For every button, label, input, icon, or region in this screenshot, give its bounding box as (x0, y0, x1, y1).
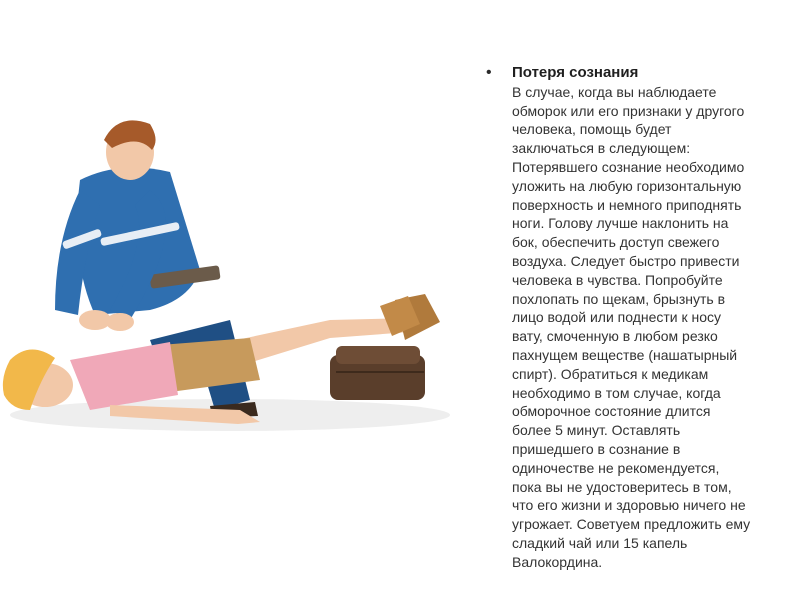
bullet-point: • (486, 64, 492, 81)
text-block (486, 64, 780, 572)
section-body: В случае, когда вы наблюдаете обморок или его признаки у другого человека, помощь будет заключаться в следующем: Потерявшего сознание необходимо уложить на любую горизонтальную поверхность и немного приподнять ноги. Голову лучше наклонить на бок, обеспечить доступ свежего воздуха. Следует быстро привести человека в чувства. Попробуйте похлопать по щекам, брызнуть в лицо водой или поднести к носу вату, смоченную в любом резко пахнущем веществе (нашатырный спирт). Обратиться к медикам необходимо в том случае, когда обморочное состояние длится более 5 минут. Оставлять пришедшего в сознание в одиночестве не рекомендуется, пока вы не удостоверитесь в том, что его жизни и здоровью ничего не угрожает. Советуем предложить ему сладкий чай или 15 капель Валокордина. (512, 83, 751, 570)
first-aid-illustration (0, 110, 470, 440)
bag-icon (330, 346, 425, 400)
section-heading: Потеря сознания (512, 64, 639, 81)
